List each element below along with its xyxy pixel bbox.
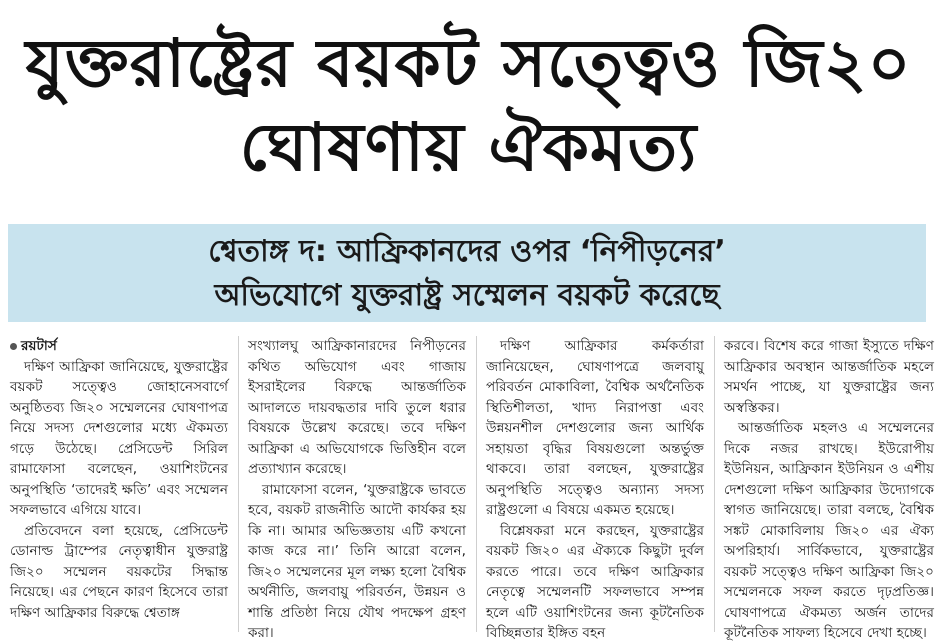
column-divider bbox=[476, 336, 477, 632]
paragraph: করবে। বিশেষ করে গাজা ইস্যুতে দক্ষিণ আফ্রিকার অবস্থান আন্তর্জাতিক মহলে সমর্থন পাচ্ছে, যা যুক্তরাষ্ট্রের জন্য অস্বস্তিকর। bbox=[724, 338, 934, 416]
article-body bbox=[10, 336, 934, 641]
bullet-icon bbox=[10, 343, 17, 350]
column-2 bbox=[248, 336, 466, 641]
paragraph: দক্ষিণ আফ্রিকার কর্মকর্তারা জানিয়েছেন, ঘোষণাপত্রে জলবায়ু পরিবর্তন মোকাবিলা, বৈশ্বিক অর্থনৈতিক স্থিতিশীলতা, খাদ্য নিরাপত্তা এবং উন্নয়নশীল দেশগুলোর জন্য আর্থিক সহায়তা বৃদ্ধির বিষয়গুলো অন্তর্ভুক্ত থাকবে। তারা বলছেন, যুক্তরাষ্ট্রের অনুপস্থিতি সত্ত্বেও অন্যান্য সদস্য রাষ্ট্রগুলো এ বিষয়ে একমত হয়েছে। bbox=[486, 338, 704, 518]
column-3 bbox=[486, 336, 704, 641]
byline-text: রয়টার্স bbox=[21, 338, 57, 354]
paragraph: আন্তর্জাতিক মহলও এ সম্মেলনের দিকে নজর রাখছে। ইউরোপীয় ইউনিয়ন, আফ্রিকান ইউনিয়ন ও এশীয় দেশগুলো দক্ষিণ আফ্রিকার উদ্যোগকে স্বাগত জানিয়েছে। তারা বলছে, বৈশ্বিক সঙ্কট মোকাবিলায় জি২০ এর ঐক্য অপরিহার্য। সার্বিকভাবে, যুক্তরাষ্ট্রের বয়কট সত্ত্বেও দক্ষিণ আফ্রিকা জি২০ সম্মেলনকে সফল করতে দৃঢ়প্রতিজ্ঞ। ঘোষণাপত্রে ঐকমত্য অর্জন তাদের কূটনৈতিক সাফল্য হিসেবে দেখা হচ্ছে। bbox=[724, 420, 934, 641]
headline bbox=[0, 0, 937, 220]
paragraph: দক্ষিণ আফ্রিকা জানিয়েছে, যুক্তরাষ্ট্রের বয়কট সত্ত্বেও জোহানেসবার্গে অনুষ্ঠিতব্য জি২০ সম্মেলনের ঘোষণাপত্র নিয়ে সদস্য দেশগুলোর মধ্যে ঐকমত্য গড়ে উঠেছে। প্রেসিডেন্ট সিরিল রামাফোসা বলেছেন, ওয়াশিংটনের অনুপস্থিতি ‘তাদেরই ক্ষতি’ এবং সম্মেলন সফলভাবে এগিয়ে যাবে। bbox=[10, 358, 228, 518]
subheadline-banner bbox=[8, 224, 926, 322]
subheadline-line-1: শ্বেতাঙ্গ দ: আফ্রিকানদের ওপর ‘নিপীড়নের’ bbox=[208, 234, 726, 269]
column-divider bbox=[238, 336, 239, 632]
column-1 bbox=[10, 336, 228, 632]
paragraph: সংখ্যালঘু আফ্রিকানারদের নিপীড়নের কথিত অভিযোগ এবং গাজায় ইসরাইলের বিরুদ্ধে আন্তর্জাতিক আদালতে দায়বদ্ধতার দাবি তুলে ধরার বিষয়কে উল্লেখ করেছে। তবে দক্ষিণ আফ্রিকা এ অভিযোগকে ভিত্তিহীন বলে প্রত্যাখ্যান করেছে। bbox=[248, 338, 466, 477]
paragraph: বিশ্লেষকরা মনে করছেন, যুক্তরাষ্ট্রের বয়কট জি২০ এর ঐক্যকে কিছুটা দুর্বল করতে পারে। তবে দক্ষিণ আফ্রিকার নেতৃত্বে সম্মেলনটি সফলভাবে সম্পন্ন হলে এটি ওয়াশিংটনের জন্য কূটনৈতিক বিচ্ছিন্নতার ইঙ্গিত বহন bbox=[486, 522, 704, 641]
subheadline-line-2: অভিযোগে যুক্তরাষ্ট্র সম্মেলন বয়কট করেছে bbox=[214, 278, 720, 313]
column-4 bbox=[724, 336, 934, 641]
column-divider bbox=[714, 336, 715, 632]
headline-line-1: যুক্তরাষ্ট্রের বয়কট সত্ত্বেও জি২০ bbox=[25, 25, 912, 102]
paragraph: রামাফোসা বলেন, ‘যুক্তরাষ্ট্রকে ভাবতে হবে, বয়কট রাজনীতি আদৌ কার্যকর হয় কি না। আমার অভিজ্ঞতায় এটি কখনো কাজ করে না।’ তিনি আরো বলেন, জি২০ সম্মেলনের মূল লক্ষ্য হলো বৈশ্বিক অর্থনীতি, জলবায়ু পরিবর্তন, উন্নয়ন ও শান্তি প্রতিষ্ঠা নিয়ে যৌথ পদক্ষেপ গ্রহণ করা। bbox=[248, 481, 466, 641]
paragraph: প্রতিবেদনে বলা হয়েছে, প্রেসিডেন্ট ডোনাল্ড ট্রাম্পের নেতৃত্বাধীন যুক্তরাষ্ট্র জি২০ সম্মেলন বয়কটের সিদ্ধান্ত নিয়েছে। এর পেছনে কারণ হিসেবে তারা দক্ষিণ আফ্রিকার বিরুদ্ধে শ্বেতাঙ্গ bbox=[10, 522, 228, 621]
headline-line-2: ঘোষণায় ঐকমত্য bbox=[239, 109, 698, 186]
byline bbox=[10, 336, 228, 357]
